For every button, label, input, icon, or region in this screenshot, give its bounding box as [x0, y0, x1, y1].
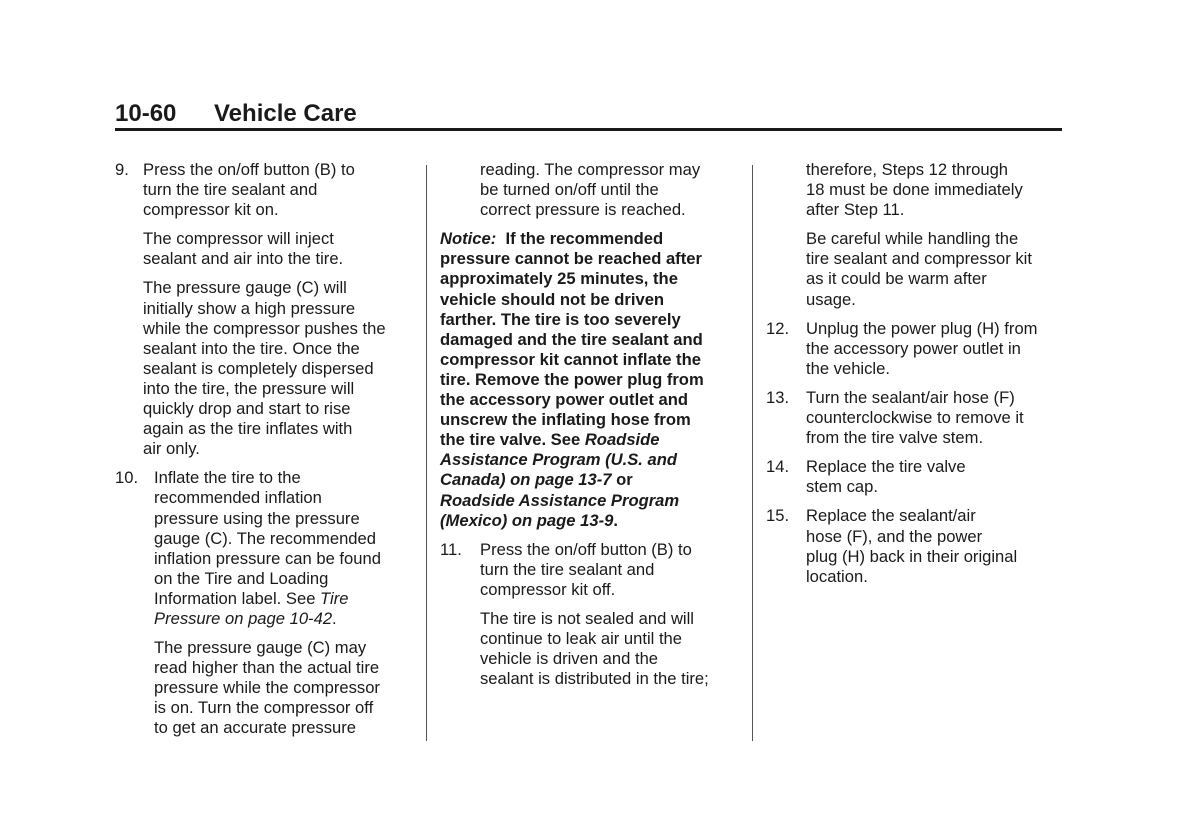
paragraph	[766, 160, 1066, 220]
text-line: quickly drop and start to rise	[143, 399, 351, 419]
text-line: again as the tire inflates with	[143, 419, 353, 439]
text-line: hose (F), and the power	[806, 526, 983, 546]
text-line: damaged and the tire sealant and	[440, 329, 703, 349]
text-line: the accessory power outlet in	[806, 338, 1021, 358]
text-line: pressure cannot be reached after	[440, 249, 702, 269]
page-number: 10-60	[115, 100, 177, 127]
text-line: plug (H) back in their original	[806, 546, 1018, 566]
text-line: correct pressure is reached.	[480, 200, 686, 220]
text-line: from the tire valve stem.	[806, 428, 984, 448]
column-1	[115, 160, 415, 748]
text-line: Press the on/off button (B) to	[480, 539, 692, 559]
text-line: continue to leak air until the	[480, 629, 683, 649]
text-line	[440, 229, 740, 249]
text-line: usage.	[806, 289, 856, 309]
column-2	[440, 160, 740, 698]
text-run: .	[613, 510, 618, 530]
text-line: to get an accurate pressure	[154, 718, 357, 738]
text-line: inflation pressure can be found	[154, 548, 381, 568]
step-number: 10.	[115, 468, 139, 488]
paragraph	[115, 278, 415, 459]
text-line: Inflate the tire to the	[154, 468, 301, 488]
cross-reference-link[interactable]: Tire	[320, 588, 349, 608]
text-line: vehicle is driven and the	[480, 649, 659, 669]
column-3	[766, 160, 1066, 596]
text-line: pressure using the pressure	[154, 508, 360, 528]
text-line: gauge (C). The recommended	[154, 528, 376, 548]
text-line	[440, 430, 740, 450]
text-line: on the Tire and Loading	[154, 568, 329, 588]
text-line: compressor kit cannot inflate the	[440, 349, 701, 369]
cross-reference-link[interactable]: Pressure on page 10-42	[154, 608, 333, 628]
text-line: into the tire, the pressure will	[143, 378, 355, 398]
text-line: sealant into the tire. Once the	[143, 338, 360, 358]
paragraph	[115, 229, 415, 269]
text-line: sealant and air into the tire.	[143, 249, 344, 269]
column-divider	[426, 165, 427, 741]
text-line: Replace the tire valve	[806, 457, 966, 477]
text-line: Turn the sealant/air hose (F)	[806, 387, 1015, 407]
step-14	[766, 457, 1066, 497]
text-line	[154, 589, 415, 609]
text-line: is on. Turn the compressor off	[154, 698, 374, 718]
text-line	[440, 470, 740, 490]
text-run: the tire valve. See	[440, 430, 585, 450]
text-line: recommended inflation	[154, 488, 322, 508]
text-line: as it could be warm after	[806, 269, 987, 289]
text-line: stem cap.	[806, 477, 878, 497]
text-line: pressure while the compressor	[154, 678, 380, 698]
notice-block	[440, 229, 740, 530]
paragraph	[440, 160, 740, 220]
text-line: Unplug the power plug (H) from	[806, 318, 1038, 338]
cross-reference-link[interactable]: Roadside	[584, 430, 660, 450]
step-9	[115, 160, 415, 220]
text-line: The pressure gauge (C) may	[154, 638, 367, 658]
text-line: compressor kit on.	[143, 200, 279, 220]
text-line: turn the tire sealant and	[143, 180, 318, 200]
text-line: 18 must be done immediately	[806, 180, 1023, 200]
text-line: the vehicle.	[806, 358, 890, 378]
cross-reference-link[interactable]: Assistance Program (U.S. and	[440, 450, 677, 470]
text-line	[440, 511, 740, 531]
text-line: counterclockwise to remove it	[806, 408, 1024, 428]
text-line: after Step 11.	[806, 200, 905, 220]
text-line: Press the on/off button (B) to	[143, 160, 355, 179]
text-line: tire. Remove the power plug from	[440, 369, 704, 389]
step-12	[766, 319, 1066, 379]
text-line: The compressor will inject	[143, 229, 334, 249]
text-line: compressor kit off.	[480, 579, 616, 599]
text-line: read higher than the actual tire	[154, 658, 380, 678]
text-line: farther. The tire is too severely	[440, 309, 681, 329]
step-10	[115, 468, 415, 629]
text-line: Replace the sealant/air	[806, 506, 976, 526]
step-15	[766, 506, 1066, 586]
text-line: The pressure gauge (C) will	[143, 278, 347, 298]
section-title: Vehicle Care	[214, 100, 357, 127]
cross-reference-link[interactable]: Canada) on page 13-7	[440, 470, 612, 490]
text-line: sealant is distributed in the tire;	[480, 669, 709, 689]
text-line: Be careful while handling the	[806, 229, 1019, 249]
text-line: while the compressor pushes the	[143, 318, 386, 338]
text-line: approximately 25 minutes, the	[440, 269, 678, 289]
step-11	[440, 540, 740, 600]
step-number: 11.	[440, 539, 462, 559]
column-divider	[752, 165, 753, 741]
text-line: sealant is completely dispersed	[143, 358, 374, 378]
paragraph	[766, 229, 1066, 309]
text-line: therefore, Steps 12 through	[806, 160, 1009, 179]
step-number: 15.	[766, 506, 790, 526]
paragraph	[440, 609, 740, 689]
text-line: The tire is not sealed and will	[480, 608, 694, 628]
text-line: be turned on/off until the	[480, 180, 659, 200]
notice-label: Notice:	[440, 229, 497, 249]
text-line: air only.	[143, 439, 200, 459]
text-line: vehicle should not be driven	[440, 289, 665, 309]
step-13	[766, 388, 1066, 448]
text-run: If the recommended	[496, 229, 664, 249]
text-line: unscrew the inflating hose from	[440, 410, 691, 430]
cross-reference-link[interactable]: (Mexico) on page 13-9	[440, 510, 614, 530]
step-number: 14.	[766, 457, 790, 477]
text-line: tire sealant and compressor kit	[806, 249, 1032, 269]
step-number: 12.	[766, 318, 790, 338]
step-number: 13.	[766, 387, 790, 407]
text-line: turn the tire sealant and	[480, 559, 655, 579]
text-run: .	[332, 608, 337, 628]
text-run: Information label. See	[154, 588, 321, 608]
text-line: reading. The compressor may	[480, 160, 701, 179]
text-run: or	[611, 470, 633, 490]
text-line	[154, 609, 415, 629]
text-line: location.	[806, 566, 868, 586]
step-number: 9.	[115, 160, 129, 179]
cross-reference-link[interactable]: Roadside Assistance Program	[440, 490, 680, 510]
text-line: initially show a high pressure	[143, 298, 356, 318]
header-rule	[115, 128, 1062, 131]
paragraph	[115, 638, 415, 738]
text-line: the accessory power outlet and	[440, 390, 689, 410]
